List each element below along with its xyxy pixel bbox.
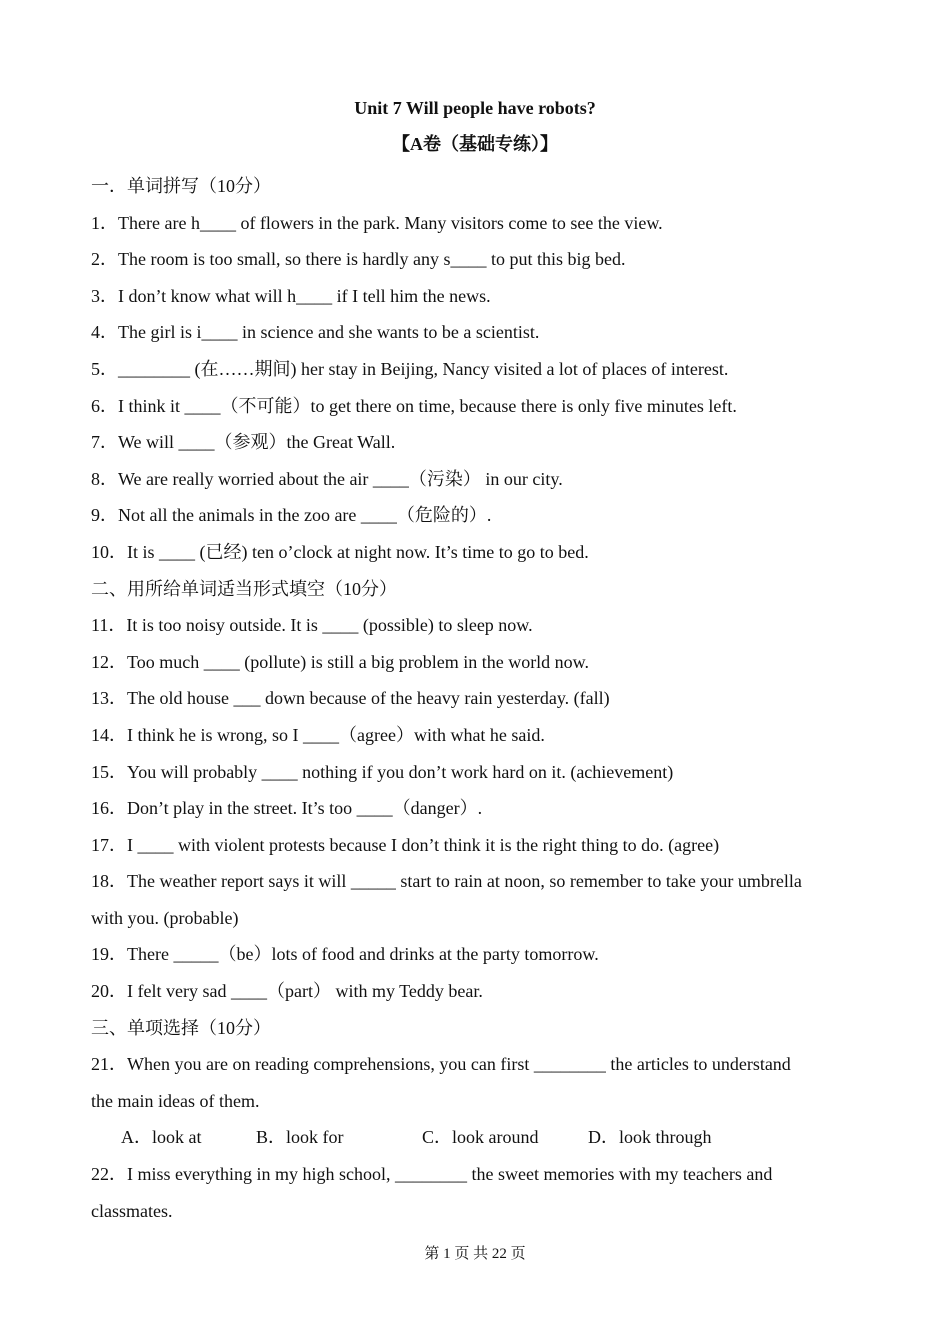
- question-22-continued: classmates.: [91, 1200, 173, 1221]
- question-1: 1．There are h____ of flowers in the park. Many visitors come to see the view.: [91, 212, 663, 233]
- question-4: 4．The girl is i____ in science and she wants to be a scientist.: [91, 322, 540, 343]
- question-7: 7．We will ____（参观）the Great Wall.: [91, 432, 396, 453]
- section-heading-2: 二、用所给单词适当形式填空（10分）: [91, 578, 397, 599]
- question-22: 22．I miss everything in my high school, ________ the sweet memories with my teachers and: [91, 1164, 773, 1185]
- question-21-options: [91, 1119, 861, 1156]
- option-a: A．look at: [121, 1127, 202, 1148]
- section-heading-3: 三、单项选择（10分）: [91, 1017, 271, 1038]
- page-title: Unit 7 Will people have robots?: [354, 98, 596, 118]
- page-subtitle: 【A卷（基础专练）】: [392, 134, 558, 154]
- section-heading-1: 一．单词拼写（10分）: [91, 176, 271, 196]
- page-footer: 第 1 页 共 22 页: [424, 1246, 526, 1262]
- question-12: 12．Too much ____ (pollute) is still a big problem in the world now.: [91, 651, 590, 672]
- exercise-body: [91, 168, 861, 1229]
- question-9: 9．Not all the animals in the zoo are ____（危险的）.: [91, 505, 492, 526]
- question-17: 17．I ____ with violent protests because I don’t think it is the right thing to do. (agree): [91, 834, 720, 855]
- question-8: 8．We are really worried about the air ____（污染） in our city.: [91, 468, 563, 489]
- option-b: B．look for: [256, 1127, 344, 1148]
- question-15: 15．You will probably ____ nothing if you don’t work hard on it. (achievement): [91, 761, 674, 782]
- question-18-continued: with you. (probable): [91, 907, 239, 928]
- question-13: 13．The old house ___ down because of the heavy rain yesterday. (fall): [91, 688, 610, 709]
- question-10: 10．It is ____ (已经) ten o’clock at night now. It’s time to go to bed.: [91, 541, 589, 562]
- question-2: 2．The room is too small, so there is hardly any s____ to put this big bed.: [91, 249, 626, 270]
- option-c: C．look around: [422, 1127, 539, 1148]
- question-21-continued: the main ideas of them.: [91, 1090, 260, 1111]
- question-19: 19．There _____（be）lots of food and drinks at the party tomorrow.: [91, 944, 599, 965]
- question-16: 16．Don’t play in the street. It’s too ____（danger）.: [91, 798, 483, 819]
- option-d: D．look through: [588, 1127, 712, 1148]
- question-11: 11．It is too noisy outside. It is ____ (possible) to sleep now.: [91, 615, 533, 636]
- question-3: 3．I don’t know what will h____ if I tell him the news.: [91, 285, 491, 306]
- question-14: 14．I think he is wrong, so I ____（agree）with what he said.: [91, 724, 545, 745]
- question-18: 18．The weather report says it will _____ start to rain at noon, so remember to take your umbrella: [91, 871, 802, 892]
- question-5: 5．________ (在……期间) her stay in Beijing, Nancy visited a lot of places of interest.: [91, 358, 729, 379]
- question-21: 21．When you are on reading comprehensions, you can first ________ the articles to understand: [91, 1054, 791, 1075]
- question-6: 6．I think it ____（不可能）to get there on time, because there is only five minutes left.: [91, 395, 737, 416]
- question-20: 20．I felt very sad ____（part） with my Teddy bear.: [91, 981, 483, 1002]
